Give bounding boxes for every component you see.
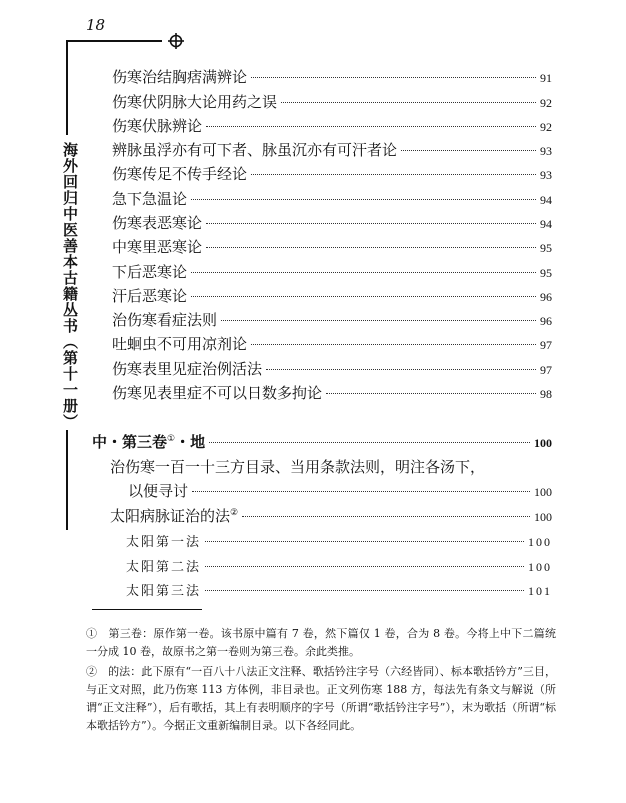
method-entry: 太阳病脉证治的法② 100 — [110, 507, 552, 525]
toc-entry: 伤寒见表里症不可以日数多拘论 98 — [112, 384, 552, 402]
header-rule — [84, 40, 162, 42]
method-item: 太阳第一法 100 — [126, 535, 552, 550]
method-item: 太阳第二法 100 — [126, 560, 552, 575]
footnote-rule — [92, 609, 202, 610]
margin-line-top — [66, 40, 68, 135]
sub-entry-line2: 以便寻讨 100 — [128, 482, 552, 500]
toc-entry: 汗后恶寒论 96 — [112, 287, 552, 305]
page-number: 18 — [86, 16, 106, 34]
diamond-emblem-icon — [168, 33, 184, 49]
sub-entry-line1: 治伤寒一百一十三方目录、当用条款法则，明注各汤下， — [110, 458, 486, 476]
series-title: 海外回归中医善本古籍丛书（第十一册） — [61, 142, 79, 430]
toc-entry: 伤寒表里见症治例活法 97 — [112, 360, 552, 378]
toc-entry: 伤寒表恶寒论 94 — [112, 214, 552, 232]
margin-hook-line — [66, 40, 86, 42]
toc-entry: 伤寒传足不传手经论 93 — [112, 165, 552, 183]
footnote-2: ② 的法：此下原有“一百八十八法正文注释、歌括钤注字号（六经皆同）、标本歌括钤方”三目，与正文对照，此乃伤寒 113 方体例，非目录也。正文列伤寒 188 方，每法先有条文与解说（所谓“正文注释”），后有歌括，其上有表明顺序的字号（所谓“歌括钤注字号”），末为歌括（所谓“标本歌括钤方”）。今据正文重新编制目录。以下各经同此。 — [86, 665, 556, 732]
toc-entry: 伤寒伏脉辨论 92 — [112, 117, 552, 135]
toc-entry: 伤寒治结胸痞满辨论 91 — [112, 68, 552, 86]
toc-entry: 治伤寒看症法则 96 — [112, 311, 552, 329]
toc-entry: 吐蛔虫不可用凉剂论 97 — [112, 335, 552, 353]
toc-entry: 辨脉虽浮亦有可下者、脉虽沉亦有可汗者论 93 — [112, 141, 552, 159]
footnote-1: ① 第三卷：原作第一卷。该书原中篇有 7 卷，然下篇仅 1 卷，合为 8 卷。今将上中下二篇统一分成 10 卷，故原书之第一卷则为第三卷。余此类推。 — [86, 627, 556, 658]
method-item: 太阳第三法 101 — [126, 584, 552, 599]
toc-entry: 中寒里恶寒论 95 — [112, 238, 552, 256]
margin-line-bottom — [66, 430, 68, 530]
toc-entry: 下后恶寒论 95 — [112, 263, 552, 281]
toc-entry: 急下急温论 94 — [112, 190, 552, 208]
section-heading: 中・第三卷①・地 100 — [92, 433, 552, 451]
toc-entry: 伤寒伏阴脉大论用药之误 92 — [112, 93, 552, 111]
